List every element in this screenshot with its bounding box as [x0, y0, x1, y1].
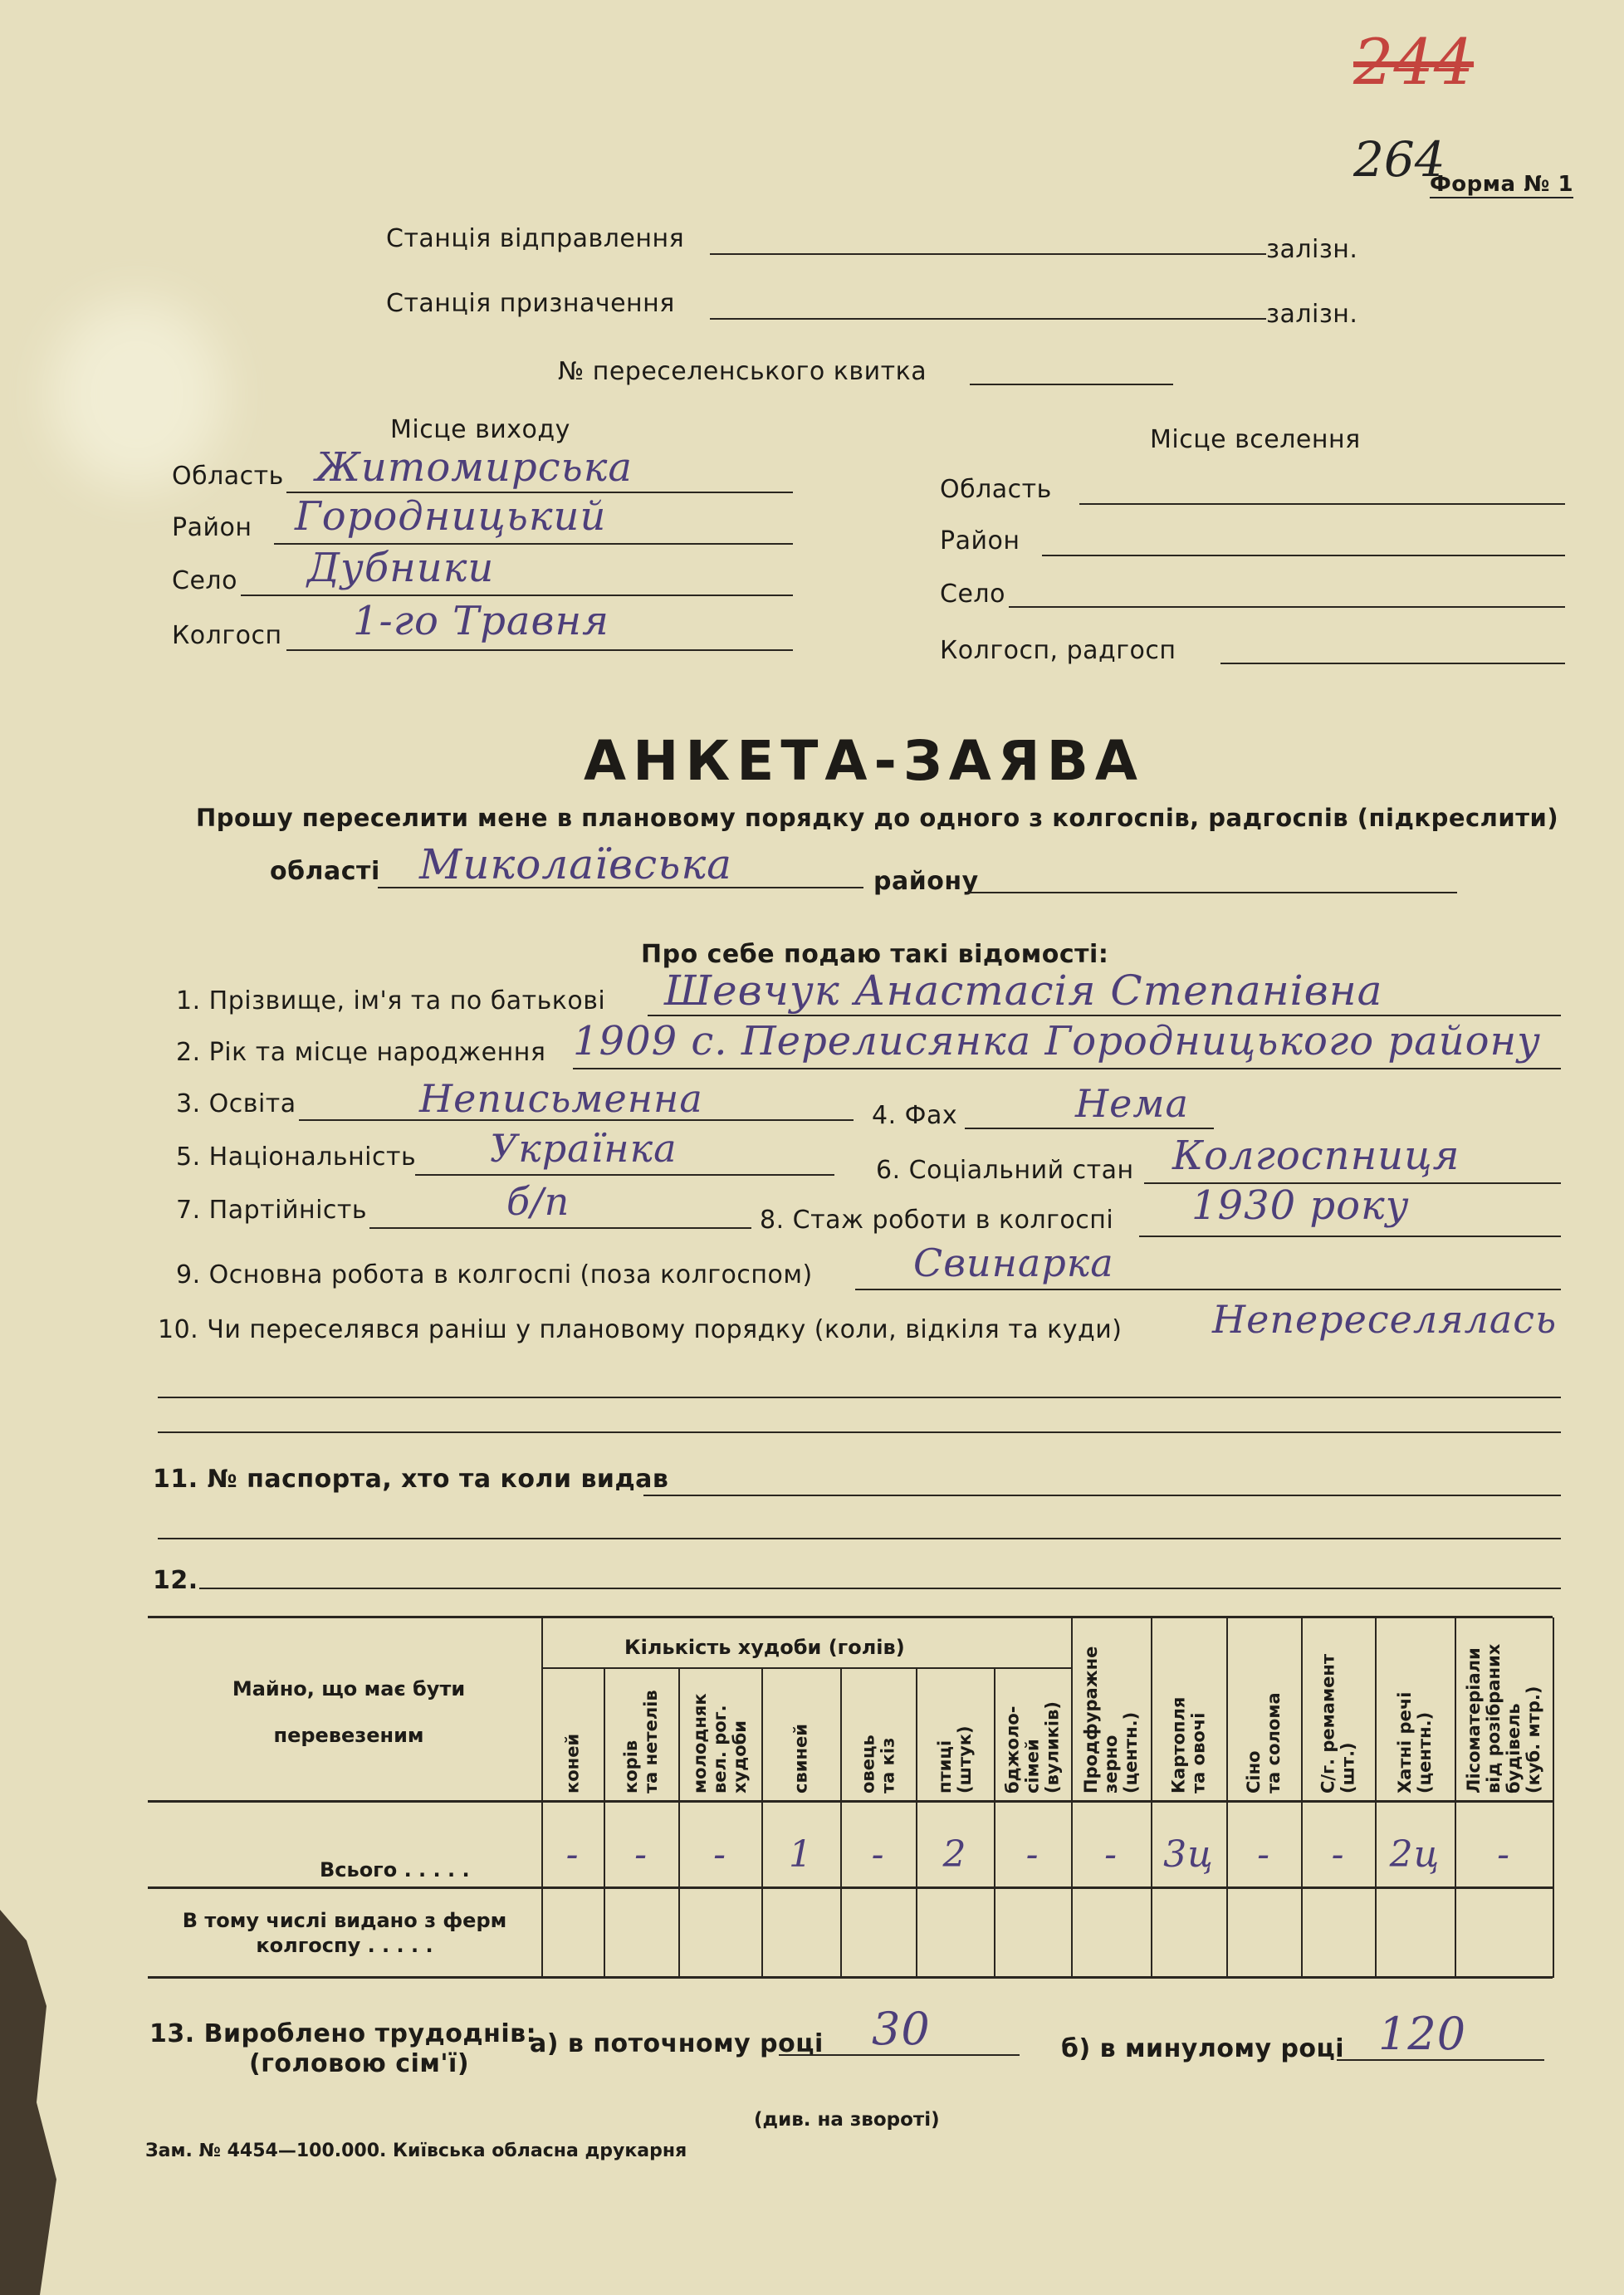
origin-village-field[interactable] — [241, 595, 793, 596]
table-total-cell: - — [871, 1833, 885, 1876]
ticket-label: № переселенського квитка — [558, 357, 927, 386]
q6-label: 6. Соціальний стан — [876, 1156, 1134, 1185]
origin-raion-value: Городницький — [295, 493, 607, 540]
q5-value: Українка — [490, 1126, 677, 1171]
table-column-line — [604, 1667, 605, 1978]
table-column-header: бджоло- сімей (вуликів) — [1002, 1700, 1063, 1793]
table-column-line — [1455, 1617, 1456, 1978]
q4-value: Нема — [1075, 1081, 1189, 1126]
table-total-cell: 3ц — [1163, 1833, 1214, 1876]
origin-oblast-label: Область — [172, 462, 284, 491]
q8-field[interactable] — [1139, 1236, 1561, 1237]
request-oblast-value: Миколаївська — [419, 840, 732, 888]
table-column-header: корів та нетелів — [621, 1690, 661, 1793]
ticket-field[interactable] — [970, 384, 1173, 385]
q5-field[interactable] — [415, 1174, 834, 1176]
table-column-line — [1071, 1617, 1073, 1978]
destination-heading: Місце вселення — [1150, 425, 1361, 454]
table-column-line — [916, 1667, 917, 1978]
destination-kolhosp-label: Колгосп, радгосп — [940, 636, 1176, 665]
farm-row-label: В тому числі видано з ферм колгоспу . . . . . — [182, 1909, 507, 1957]
table-column-header: птиці (штук) — [935, 1725, 975, 1793]
departure-label: Станція відправлення — [386, 224, 685, 253]
destination-kolhosp-field[interactable] — [1220, 663, 1565, 664]
table-column-line — [840, 1667, 842, 1978]
workdays-last-value: 120 — [1378, 2008, 1467, 2060]
origin-heading: Місце виходу — [390, 415, 570, 444]
origin-oblast-value: Житомирська — [316, 444, 633, 491]
table-column-header: свиней — [790, 1724, 811, 1793]
table-total-cell: - — [1104, 1833, 1118, 1876]
table-column-line — [761, 1667, 763, 1978]
q1-value: Шевчук Анастасія Степанівна — [664, 966, 1383, 1015]
workdays-sublabel: (головою сім'ї) — [249, 2049, 470, 2078]
table-column-line — [1151, 1617, 1152, 1978]
q6-value: Колгоспниця — [1172, 1133, 1460, 1179]
destination-oblast-label: Область — [940, 475, 1052, 504]
table-column-header: С/г. ремамент (шт.) — [1318, 1653, 1358, 1793]
request-line: Прошу переселити мене в плановому порядку до одного з колгоспів, радгоспів (підкреслити) — [196, 804, 1559, 832]
table-column-line — [994, 1667, 995, 1978]
table-total-cell: - — [1497, 1833, 1510, 1876]
q11-field[interactable] — [643, 1495, 1561, 1496]
table-column-header: молодняк вел. рог. худоби — [690, 1693, 750, 1793]
see-back-note: (див. на звороті) — [754, 2109, 940, 2131]
q12-label: 12. — [153, 1566, 198, 1595]
q7-label: 7. Партійність — [176, 1196, 368, 1225]
q10-label: 10. Чи переселявся раніш у плановому порядку (коли, відкіля та куди) — [158, 1315, 1123, 1344]
total-row-label: Всього . . . . . — [320, 1858, 470, 1882]
q11-field-line[interactable] — [158, 1538, 1561, 1539]
table-column-line — [678, 1667, 680, 1978]
table-column-header: овець та кіз — [858, 1735, 898, 1793]
table-column-line — [1553, 1617, 1554, 1978]
origin-kolhosp-label: Колгосп — [172, 621, 282, 650]
table-total-bottom — [148, 1886, 1553, 1889]
property-header: Майно, що має бути перевезеним — [232, 1677, 466, 1747]
q4-field[interactable] — [965, 1128, 1214, 1129]
destination-village-label: Село — [940, 580, 1005, 609]
table-column-line — [1375, 1617, 1377, 1978]
departure-field[interactable] — [710, 253, 1266, 255]
table-column-line — [1226, 1617, 1228, 1978]
rail-suffix: залізн. — [1266, 235, 1358, 264]
q4-label: 4. Фах — [872, 1101, 958, 1130]
q8-label: 8. Стаж роботи в колгоспі — [760, 1206, 1114, 1235]
table-total-cell: 2 — [942, 1833, 967, 1876]
page-title: АНКЕТА-ЗАЯВА — [584, 729, 1145, 793]
q10-field-line[interactable] — [158, 1431, 1561, 1433]
origin-village-label: Село — [172, 566, 237, 595]
q3-value: Неписьменна — [419, 1076, 703, 1121]
workdays-current-label: а) в поточному році — [530, 2029, 824, 2058]
request-oblast-label: області — [270, 857, 380, 886]
q7-field[interactable] — [369, 1227, 751, 1229]
q11-label: 11. № паспорта, хто та коли видав — [153, 1465, 669, 1494]
q9-label: 9. Основна робота в колгоспі (поза колгоспом) — [176, 1260, 813, 1289]
livestock-header: Кількість худоби (голів) — [624, 1636, 905, 1659]
table-column-header: Лісоматеріали від розібраних будівель (куб. мтр.) — [1464, 1643, 1543, 1793]
table-total-cell: - — [1025, 1833, 1039, 1876]
paper-stain — [0, 1910, 66, 2295]
table-header-bottom — [148, 1800, 1553, 1803]
q12-field[interactable] — [199, 1588, 1561, 1589]
q10-value: Непереселялась — [1212, 1297, 1558, 1342]
q8-value: 1930 року — [1191, 1182, 1410, 1229]
table-column-header: Продфуражне зерно (центн.) — [1081, 1646, 1141, 1793]
q9-field[interactable] — [855, 1289, 1561, 1290]
table-column-line — [541, 1617, 543, 1978]
table-column-header: Картопля та овочі — [1168, 1696, 1209, 1793]
table-total-cell: 2ц — [1389, 1833, 1441, 1876]
workdays-current-value: 30 — [872, 2003, 931, 2055]
q2-value: 1909 с. Перелисянка Городницького району — [573, 1018, 1541, 1064]
table-total-cell: 1 — [789, 1833, 813, 1876]
q5-label: 5. Національність — [176, 1143, 417, 1172]
destination-village-field[interactable] — [1009, 606, 1565, 608]
table-column-header: Сіно та солома — [1244, 1692, 1284, 1793]
about-heading: Про себе подаю такі відомості: — [641, 940, 1109, 969]
q2-label: 2. Рік та місце народження — [176, 1038, 546, 1067]
q1-field[interactable] — [648, 1015, 1561, 1016]
q10-field-line[interactable] — [158, 1397, 1561, 1398]
table-column-header: Хатні речі (центн.) — [1395, 1691, 1435, 1793]
workdays-last-label: б) в минулому році — [1061, 2034, 1345, 2063]
table-column-line — [1301, 1617, 1303, 1978]
crossed-archive-number: 244 — [1353, 25, 1475, 99]
table-total-cell: - — [1257, 1833, 1270, 1876]
table-total-cell: - — [565, 1833, 580, 1876]
origin-kolhosp-value: 1-го Травня — [353, 598, 609, 644]
table-top-border — [148, 1616, 1553, 1618]
destination-station-field[interactable] — [710, 318, 1266, 320]
table-total-cell: - — [1331, 1833, 1345, 1876]
q9-value: Свинарка — [913, 1240, 1114, 1285]
q7-value: б/п — [506, 1179, 570, 1224]
request-raion-label: району — [873, 867, 979, 896]
q3-label: 3. Освіта — [176, 1089, 296, 1118]
destination-raion-field[interactable] — [1042, 555, 1565, 556]
origin-village-value: Дубники — [307, 545, 495, 591]
destination-raion-label: Район — [940, 526, 1020, 555]
table-total-cell: - — [634, 1833, 648, 1876]
table-column-header: коней — [562, 1733, 583, 1793]
destination-oblast-field[interactable] — [1079, 503, 1565, 505]
destination-station-label: Станція призначення — [386, 289, 675, 318]
archive-number: 264 — [1353, 131, 1445, 188]
table-total-cell: - — [713, 1833, 726, 1876]
q1-label: 1. Прізвище, ім'я та по батькові — [176, 986, 606, 1015]
table-bottom-border — [148, 1976, 1553, 1979]
printer-note: Зам. № 4454—100.000. Київська обласна друкарня — [145, 2141, 687, 2161]
livestock-group-line — [541, 1667, 1071, 1669]
workdays-label: 13. Вироблено трудоднів: — [149, 2019, 537, 2048]
form-number: Форма № 1 — [1430, 172, 1574, 197]
rail-suffix: залізн. — [1266, 300, 1358, 329]
origin-kolhosp-field[interactable] — [286, 649, 793, 651]
request-raion-field[interactable] — [967, 892, 1457, 893]
origin-raion-label: Район — [172, 513, 252, 542]
q2-field[interactable] — [573, 1068, 1561, 1069]
